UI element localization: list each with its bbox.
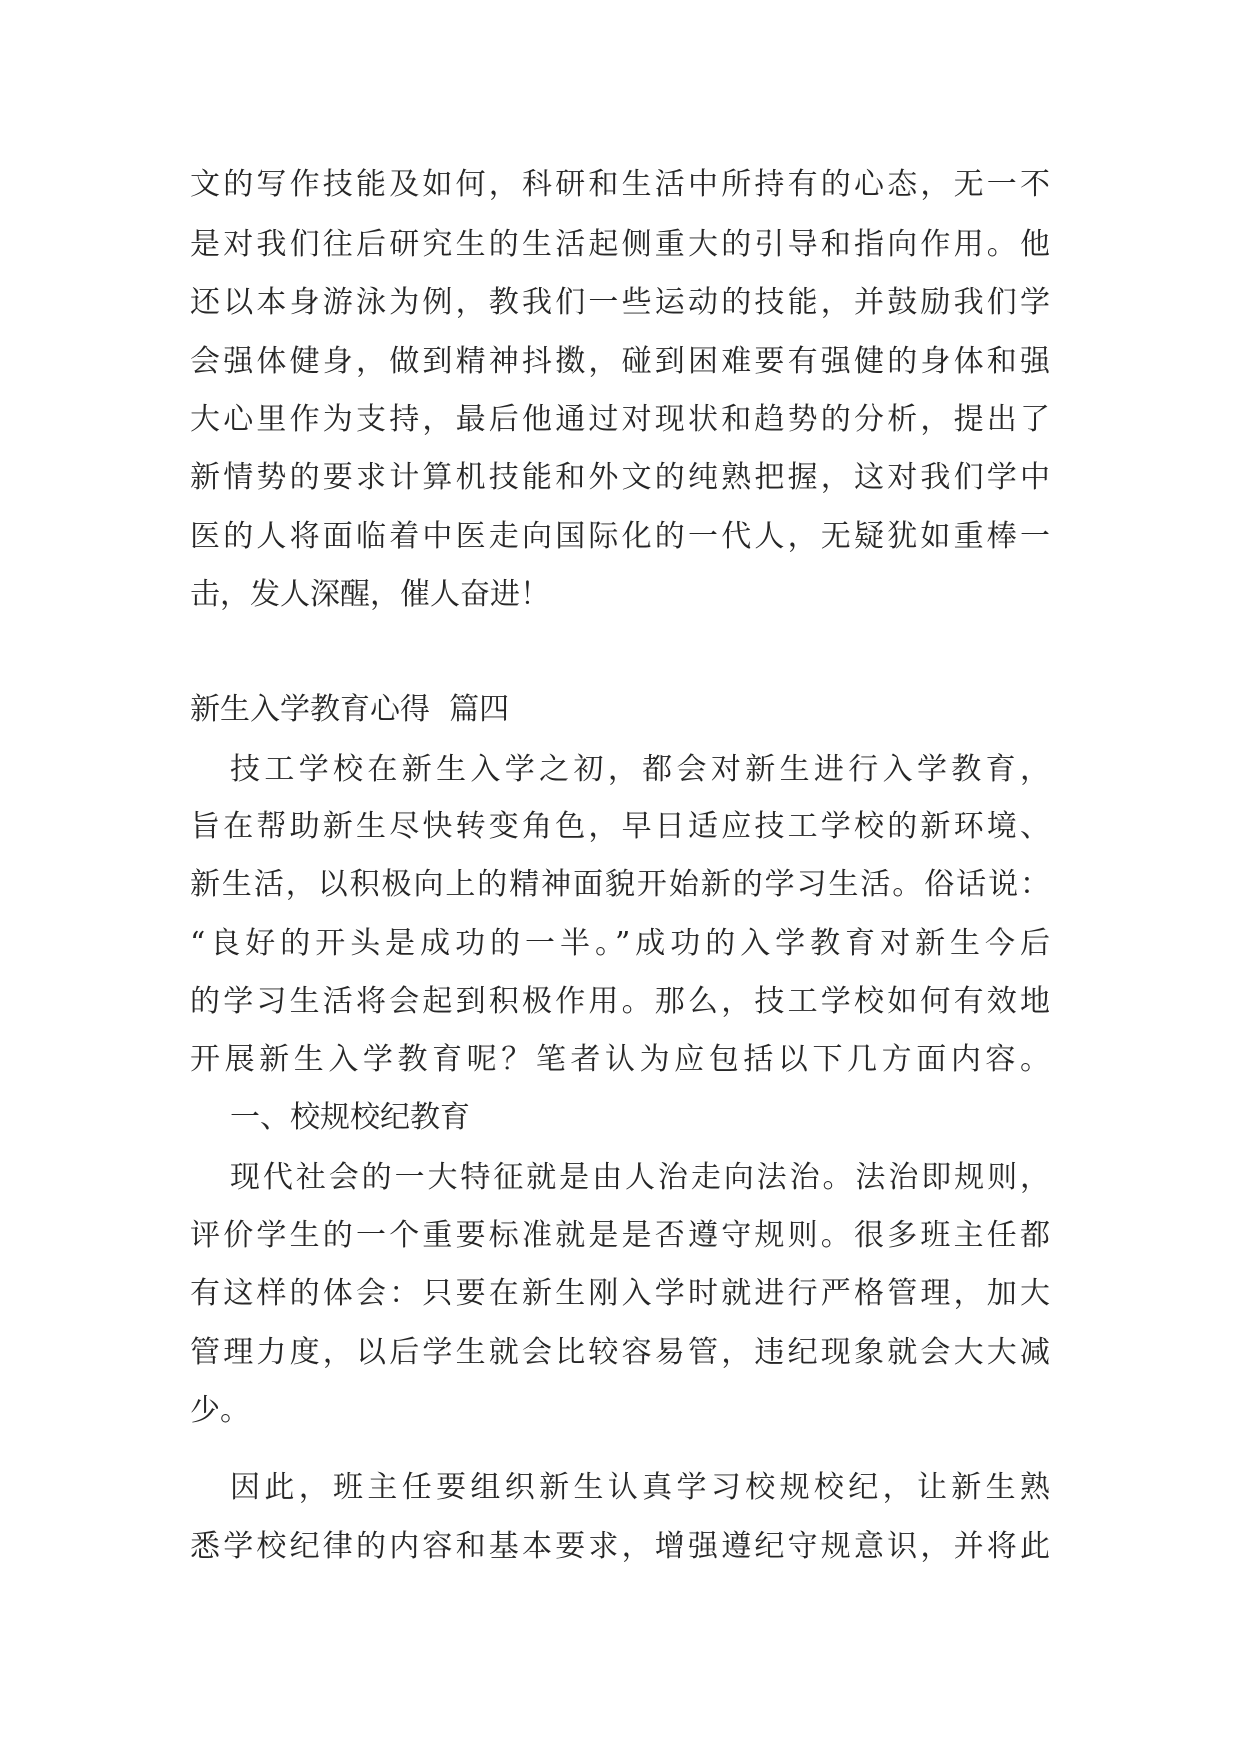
body-text-line: 有这样的体会：只要在新生刚入学时就进行严格管理，加大 <box>190 1276 1050 1311</box>
body-text-line: 悉学校纪律的内容和基本要求，增强遵纪守规意识，并将此 <box>190 1529 1050 1564</box>
body-text-line: 评价学生的一个重要标准就是是否遵守规则。很多班主任都 <box>190 1218 1050 1253</box>
body-text-line: 的学习生活将会起到积极作用。那么，技工学校如何有效地 <box>190 984 1050 1019</box>
body-text-line: 会强体健身，做到精神抖擞，碰到困难要有强健的身体和强 <box>190 344 1050 379</box>
body-text-line: 现代社会的一大特征就是由人治走向法治。法治即规则， <box>230 1160 1050 1195</box>
body-text-line: 大心里作为支持，最后他通过对现状和趋势的分析，提出了 <box>190 402 1050 437</box>
body-text-line: 文的写作技能及如何，科研和生活中所持有的心态，无一不 <box>190 167 1050 202</box>
body-text-line: 新情势的要求计算机技能和外文的纯熟把握，这对我们学中 <box>190 460 1050 495</box>
body-text-line: 医的人将面临着中医走向国际化的一代人，无疑犹如重棒一 <box>190 519 1050 554</box>
body-text-line: 开展新生入学教育呢？笔者认为应包括以下几方面内容。 <box>190 1042 1050 1077</box>
body-text-line: “良好的开头是成功的一半。”成功的入学教育对新生今后 <box>190 926 1050 961</box>
body-text-line: 因此，班主任要组织新生认真学习校规校纪，让新生熟 <box>230 1470 1050 1505</box>
body-text-line: 还以本身游泳为例，教我们一些运动的技能，并鼓励我们学 <box>190 285 1050 320</box>
section-title: 新生入学教育心得 篇四 <box>190 692 510 727</box>
body-text-line: 少。 <box>190 1393 250 1428</box>
body-text-line: 击，发人深醒，催人奋进！ <box>190 577 550 612</box>
body-text-line: 技工学校在新生入学之初，都会对新生进行入学教育， <box>230 752 1050 787</box>
body-text-line: 新生活，以积极向上的精神面貌开始新的学习生活。俗话说： <box>190 867 1050 902</box>
body-text-line: 是对我们往后研究生的生活起侧重大的引导和指向作用。他 <box>190 227 1050 262</box>
subheading: 一、校规校纪教育 <box>230 1100 470 1135</box>
body-text-line: 管理力度，以后学生就会比较容易管，违纪现象就会大大减 <box>190 1335 1050 1370</box>
body-text-line: 旨在帮助新生尽快转变角色，早日适应技工学校的新环境、 <box>190 809 1050 844</box>
